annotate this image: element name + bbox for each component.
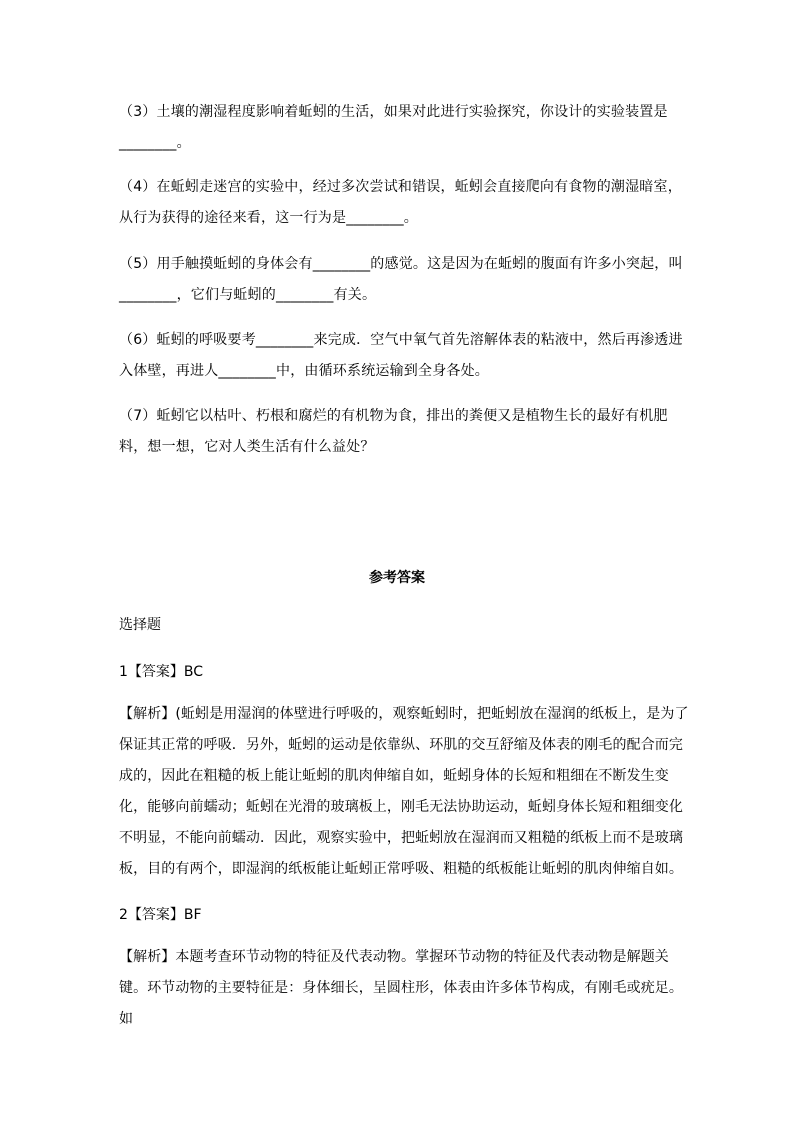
question-7: （7）蚯蚓它以枯叶、朽根和腐烂的有机物为食，排出的粪便又是植物生长的最好有机肥料，想一想，它对人类生活有什么益处？ [119, 408, 668, 455]
question-6: （6）蚯蚓的呼吸要考________来完成．空气中氧气首先溶解体表的粘液中，然后再渗透进入体壁，再进人________中，由循环系统运输到全身各处。 [119, 332, 683, 379]
answer-2-label: 2【答案】BF [119, 907, 202, 923]
question-3: （3）土壤的潮湿程度影响着蚯蚓的生活，如果对此进行实验探究，你设计的实验装置是________。 [119, 104, 668, 151]
section-label: 选择题 [119, 617, 161, 633]
answers-title: 参考答案 [369, 570, 425, 586]
answer-1-analysis: 【解析】(蚯蚓是用湿润的体壁进行呼吸的，观察蚯蚓时，把蚯蚓放在湿润的纸板上，是为了保证其正常的呼吸．另外，蚯蚓的运动是依靠纵、环肌的交互舒缩及体表的刚毛的配合而完成的，因此在粗糙的板上能让蚯蚓的肌肉伸缩自如，蚯蚓身体的长短和粗细在不断发生变化，能够向前蠕动；蚯蚓在光滑的玻璃板上，刚毛无法协助运动，蚯蚓身体长短和粗细变化不明显，不能向前蠕动．因此，观察实验中，把蚯蚓放在湿润而又粗糙的纸板上而不是玻璃板，目的有两个，即湿润的纸板能让蚯蚓正常呼吸、粗糙的纸板能让蚯蚓的肌肉伸缩自如。 [119, 706, 689, 877]
answer-1-label: 1【答案】BC [119, 664, 204, 680]
question-4: （4）在蚯蚓走迷宫的实验中，经过多次尝试和错误，蚯蚓会直接爬向有食物的潮湿暗室，从行为获得的途径来看，这一行为是________。 [119, 179, 682, 226]
question-5: （5）用手触摸蚯蚓的身体会有________的感觉。这是因为在蚯蚓的腹面有许多小突起，叫________，它们与蚯蚓的________有关。 [119, 256, 683, 303]
answer-2-analysis: 【解析】本题考查环节动物的特征及代表动物。掌握环节动物的特征及代表动物是解题关键。环节动物的主要特征是：身体细长，呈圆柱形，体表由许多体节构成，有刚毛或疣足。 如 [119, 949, 691, 1027]
